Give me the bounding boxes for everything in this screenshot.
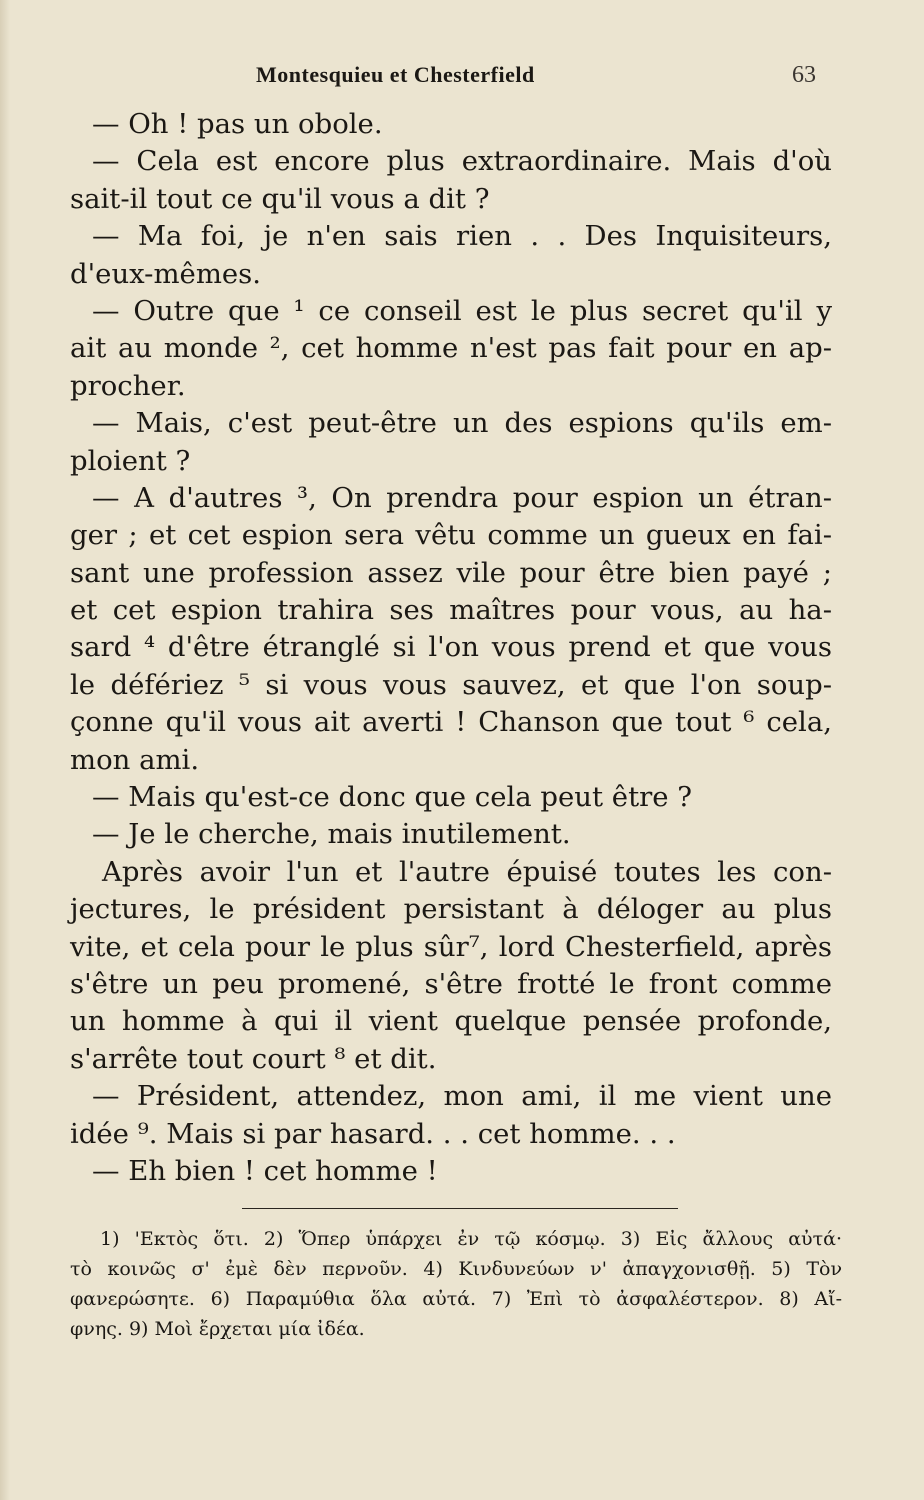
text-line: vite, et cela pour le plus sûr⁷, lord Chesterfield, après [70, 930, 832, 963]
text-line: — Ma foi, je n'en sais rien . . Des Inquisiteurs, [92, 220, 832, 253]
text-line: çonne qu'il vous ait averti ! Chanson que tout ⁶ cela, [70, 706, 832, 739]
text-line: ploient ? [70, 444, 191, 477]
text-line: ait au monde ², cet homme n'est pas fait pour en ap- [70, 332, 832, 365]
body-text [70, 106, 832, 1190]
text-line: — Eh bien ! cet homme ! [92, 1154, 438, 1187]
footnote-line: 1) 'Εκτὸς ὅτι. 2) Ὅπερ ὑπάρχει ἐν τῷ κόσμῳ. 3) Εἰς ἄλλους αὐτά· [100, 1228, 842, 1250]
running-title: Montesquieu et Chesterfield [256, 62, 535, 87]
text-line: Après avoir l'un et l'autre épuisé toutes les con- [102, 855, 832, 888]
page-number: 63 [792, 62, 816, 88]
text-line: — Président, attendez, mon ami, il me vient une [92, 1080, 832, 1113]
text-line: le défériez ⁵ si vous vous sauvez, et que l'on soup- [70, 668, 832, 701]
text-line: idée ⁹. Mais si par hasard. . . cet homme. . . [70, 1117, 676, 1150]
text-line: d'eux-mêmes. [70, 257, 262, 290]
text-line: un homme à qui il vient quelque pensée profonde, [70, 1005, 832, 1038]
text-line: sant une profession assez vile pour être bien payé ; [70, 556, 832, 589]
text-line: — Oh ! pas un obole. [92, 108, 383, 140]
text-line: — Outre que ¹ ce conseil est le plus secret qu'il y [92, 294, 832, 327]
text-line: et cet espion trahira ses maîtres pour vous, au ha- [70, 594, 832, 627]
footnote-line: τὸ κοινῶς σ' ἐμὲ δὲν περνοῦν. 4) Κινδυνεύων ν' ἀπαγχονισθῇ. 5) Τὸν [70, 1258, 842, 1280]
text-line: jectures, le président persistant à déloger au plus [70, 893, 832, 926]
text-line: sard ⁴ d'être étranglé si l'on vous prend et que vous [70, 631, 832, 664]
text-line: — A d'autres ³, On prendra pour espion un étran- [92, 481, 832, 514]
footnote-line: φνης. 9) Μοὶ ἔρχεται μία ἰδέα. [70, 1318, 365, 1340]
page-header [0, 62, 924, 92]
text-line: ger ; et cet espion sera vêtu comme un gueux en fai- [70, 519, 832, 552]
text-line: procher. [70, 369, 186, 402]
text-line: — Je le cherche, mais inutilement. [92, 818, 571, 851]
text-line: s'être un peu promené, s'être frotté le front comme [70, 967, 832, 1000]
footnote-line: φανερώσητε. 6) Παραμύθια ὅλα αὐτά. 7) Ἐπὶ τὸ ἀσφαλέστερον. 8) Αἴ- [70, 1288, 842, 1310]
footnote-divider [242, 1208, 678, 1209]
text-line: — Cela est encore plus extraordinaire. Mais d'où [92, 145, 832, 178]
text-line: sait-il tout ce qu'il vous a dit ? [70, 182, 490, 215]
footnotes [70, 1224, 842, 1344]
text-line: — Mais qu'est-ce donc que cela peut être ? [92, 781, 693, 814]
page-spine-shadow [0, 0, 10, 1500]
text-line: mon ami. [70, 743, 200, 776]
text-line: s'arrête tout court ⁸ et dit. [70, 1042, 437, 1075]
text-line: — Mais, c'est peut-être un des espions qu'ils em- [92, 407, 832, 440]
